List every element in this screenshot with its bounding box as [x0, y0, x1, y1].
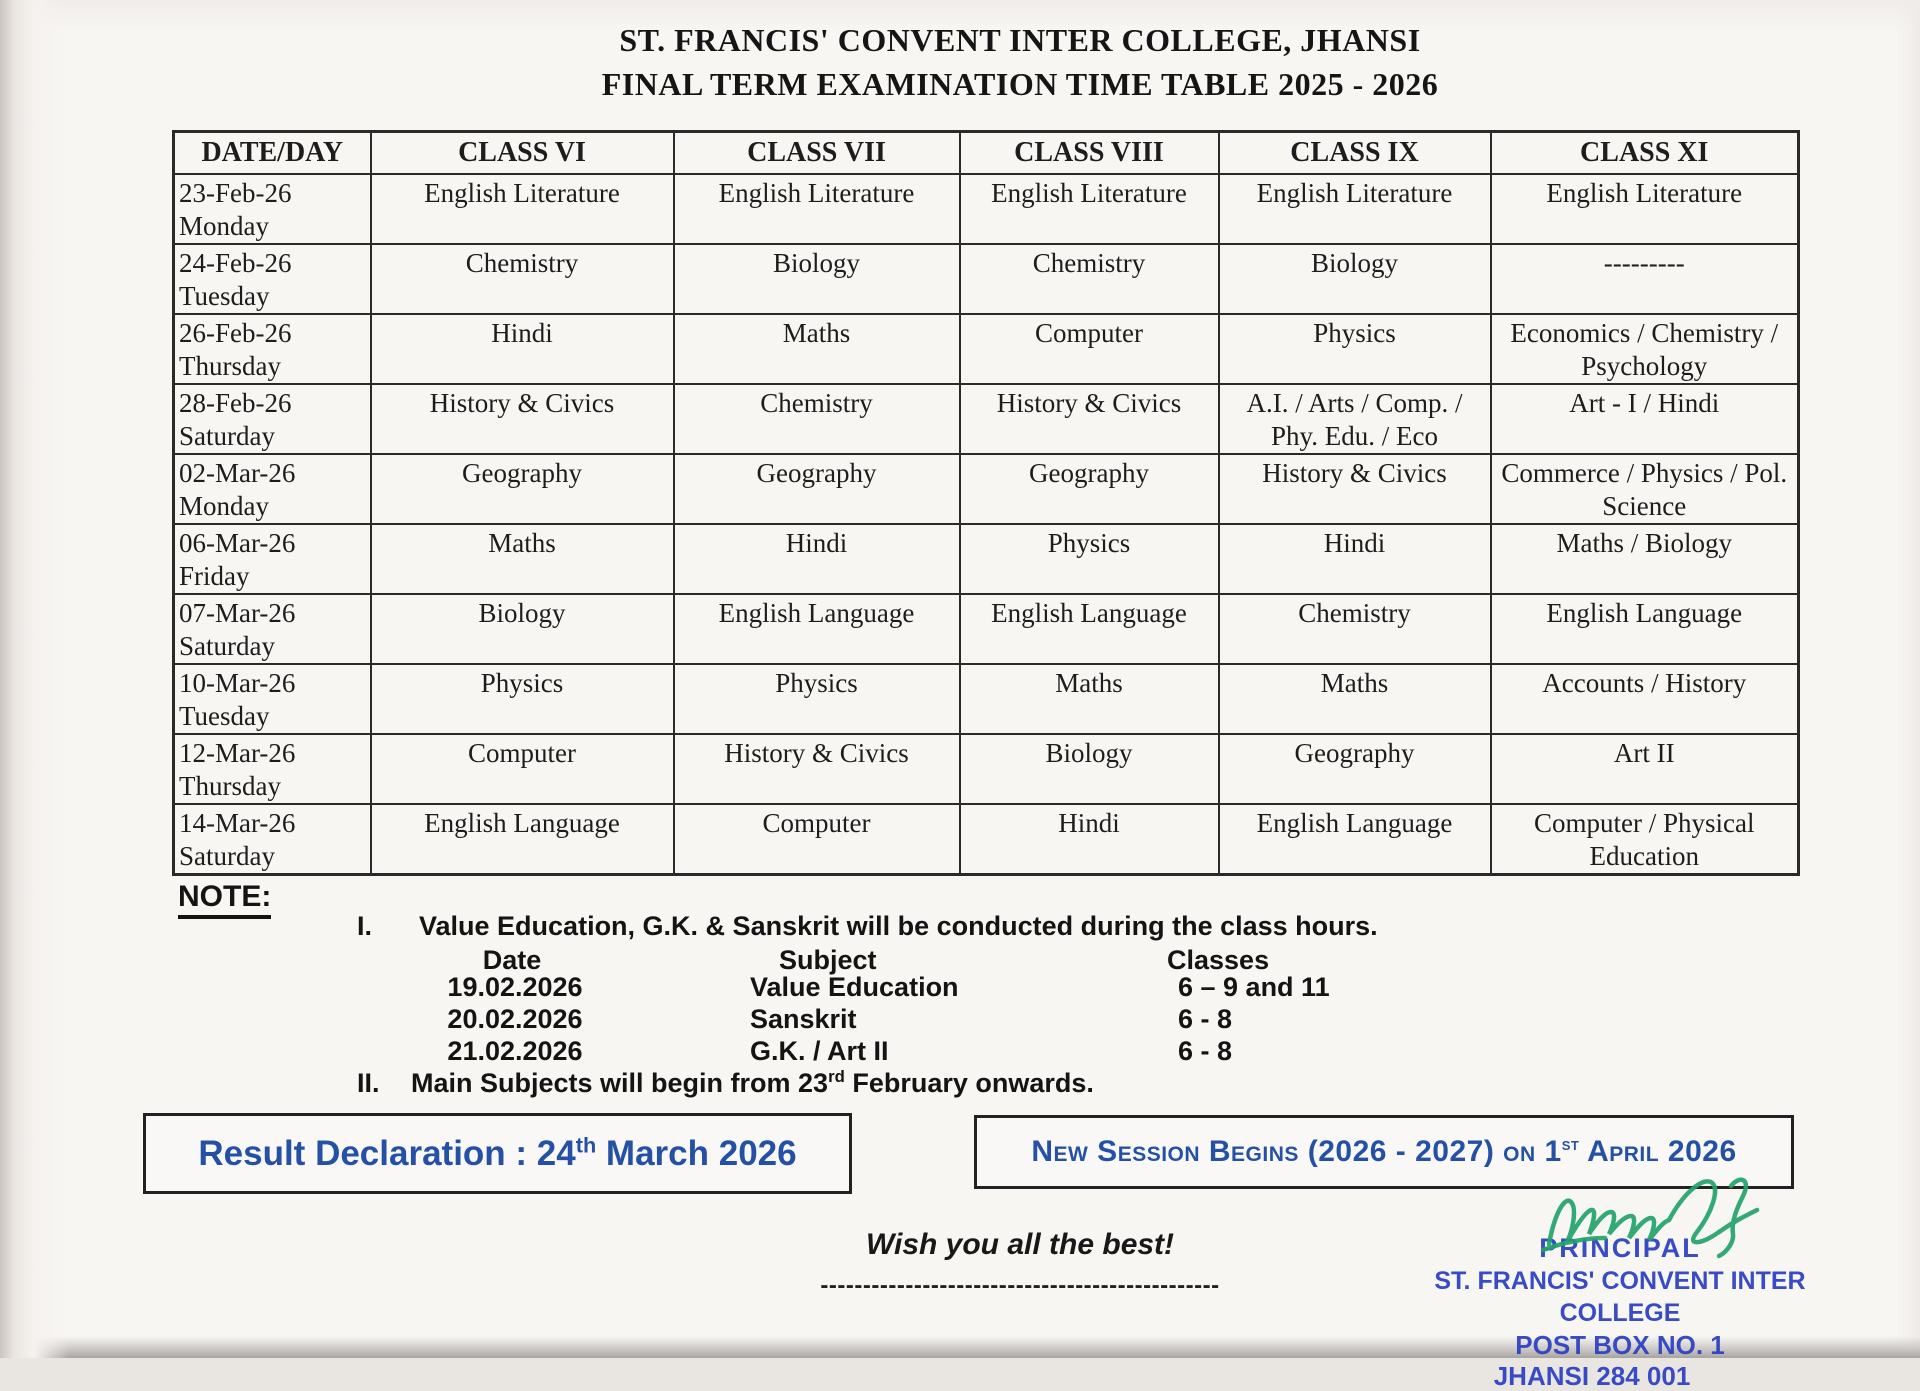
note-row-classes: 6 - 8 [1178, 1004, 1233, 1034]
subject-cell: Chemistry [371, 244, 674, 314]
column-header: CLASS VIII [960, 132, 1219, 175]
subject-cell: History & Civics [1219, 454, 1491, 524]
session-text-pre: New Session Begins (2026 - 2027) on 1 [1031, 1135, 1562, 1168]
subject-cell: Biology [674, 244, 960, 314]
stamp-principal: PRINCIPAL [1539, 1233, 1701, 1263]
subject-cell: Biology [960, 734, 1219, 804]
subject-cell: Hindi [960, 804, 1219, 875]
subject-cell: Art - I / Hindi [1491, 384, 1799, 454]
result-text-pre: Result Declaration : 24 [198, 1133, 576, 1173]
note-subtable-row [178, 1004, 1678, 1036]
exam-day: Monday [179, 211, 269, 241]
subject-cell: English Language [674, 594, 960, 664]
subject-cell: --------- [1491, 244, 1799, 314]
exam-day: Tuesday [179, 701, 270, 731]
subject-cell: English Language [1491, 594, 1799, 664]
subject-cell: Hindi [1219, 524, 1491, 594]
subject-cell: Computer [960, 314, 1219, 384]
exam-day: Thursday [179, 771, 281, 801]
column-header: CLASS IX [1219, 132, 1491, 175]
note-header-subject: Subject [779, 945, 877, 975]
subject-cell: Maths [1219, 664, 1491, 734]
subject-cell: Chemistry [674, 384, 960, 454]
exam-day: Monday [179, 491, 269, 521]
timetable-header-row [174, 132, 1799, 175]
subject-cell: English Language [371, 804, 674, 875]
session-text-post: April 2026 [1579, 1135, 1737, 1168]
timetable-row [174, 384, 1799, 454]
date-day-cell [174, 454, 371, 524]
subject-cell: Commerce / Physics / Pol. Science [1491, 454, 1799, 524]
timetable-row [174, 174, 1799, 244]
subject-cell: History & Civics [371, 384, 674, 454]
document-title [320, 18, 1720, 106]
exam-date: 07-Mar-26 [179, 598, 296, 628]
exam-day: Tuesday [179, 281, 270, 311]
column-header: CLASS VII [674, 132, 960, 175]
exam-date: 14-Mar-26 [179, 808, 296, 838]
exam-day: Saturday [179, 631, 275, 661]
date-day-cell [174, 594, 371, 664]
timetable-row [174, 524, 1799, 594]
subject-cell: Chemistry [960, 244, 1219, 314]
subject-cell: History & Civics [674, 734, 960, 804]
date-day-cell [174, 804, 371, 875]
stamp-school-name: ST. FRANCIS' CONVENT INTER COLLEGE [1434, 1267, 1806, 1327]
note-item-1-text: Value Education, G.K. & Sanskrit will be conducted during the class hours. [419, 911, 1378, 941]
note-row-date: 21.02.2026 [447, 1036, 583, 1066]
subject-cell: Computer [371, 734, 674, 804]
exam-date: 12-Mar-26 [179, 738, 296, 768]
exam-day: Thursday [179, 351, 281, 381]
subject-cell: English Literature [674, 174, 960, 244]
exam-date: 26-Feb-26 [179, 318, 292, 348]
subject-cell: English Literature [960, 174, 1219, 244]
exam-day: Friday [179, 561, 250, 591]
subject-cell: Economics / Chemistry / Psychology [1491, 314, 1799, 384]
exam-date: 02-Mar-26 [179, 458, 296, 488]
exam-date: 23-Feb-26 [179, 178, 292, 208]
subject-cell: Biology [1219, 244, 1491, 314]
subject-cell: Computer [674, 804, 960, 875]
timetable-row [174, 594, 1799, 664]
timetable-body [174, 174, 1799, 875]
result-text-post: March 2026 [596, 1133, 797, 1173]
subject-cell: Maths [674, 314, 960, 384]
note-section [178, 880, 1678, 1110]
subject-cell: Art II [1491, 734, 1799, 804]
column-header: DATE/DAY [174, 132, 371, 175]
date-day-cell [174, 734, 371, 804]
result-declaration-text [198, 1131, 797, 1174]
subject-cell: Accounts / History [1491, 664, 1799, 734]
note-row-classes: 6 – 9 and 11 [1178, 972, 1330, 1002]
note-subtable-row [178, 1036, 1678, 1068]
timetable-row [174, 734, 1799, 804]
subject-cell: Maths / Biology [1491, 524, 1799, 594]
subject-cell: History & Civics [960, 384, 1219, 454]
subject-cell: Physics [674, 664, 960, 734]
exam-date: 24-Feb-26 [179, 248, 292, 278]
stamp-post-box: POST BOX NO. 1 [1515, 1330, 1725, 1360]
exam-timetable [172, 130, 1800, 876]
date-day-cell [174, 314, 371, 384]
exam-date: 06-Mar-26 [179, 528, 296, 558]
timetable-row [174, 804, 1799, 875]
subject-cell: Physics [1219, 314, 1491, 384]
new-session-text [1031, 1135, 1736, 1169]
date-day-cell [174, 524, 371, 594]
note-row-subject: Value Education [750, 972, 959, 1002]
result-declaration-box [143, 1113, 852, 1194]
timetable-row [174, 664, 1799, 734]
date-day-cell [174, 174, 371, 244]
column-header: CLASS VI [371, 132, 674, 175]
subject-cell: A.I. / Arts / Comp. / Phy. Edu. / Eco [1219, 384, 1491, 454]
note-item-2 [357, 1068, 1094, 1099]
subject-cell: Geography [1219, 734, 1491, 804]
subject-cell: Maths [960, 664, 1219, 734]
note-item-2-ordinal-suffix: rd [828, 1067, 845, 1086]
stamp-city: JHANSI 284 001 [1493, 1361, 1691, 1391]
subject-cell: Computer / Physical Education [1491, 804, 1799, 875]
note-row-classes: 6 - 8 [1178, 1036, 1233, 1066]
school-name: ST. FRANCIS' CONVENT INTER COLLEGE, JHANSI [619, 22, 1421, 58]
timetable-row [174, 244, 1799, 314]
wish-message: Wish you all the best! [865, 1228, 1175, 1261]
dashed-separator: ----------------------------------------------- [820, 1272, 1220, 1299]
subject-cell: Chemistry [1219, 594, 1491, 664]
subject-cell: English Language [1219, 804, 1491, 875]
subject-cell: Geography [960, 454, 1219, 524]
note-item-1 [357, 911, 1378, 942]
exam-day: Saturday [179, 841, 275, 871]
note-row-subject: G.K. / Art II [750, 1036, 889, 1066]
subject-cell: Geography [371, 454, 674, 524]
exam-date: 28-Feb-26 [179, 388, 292, 418]
date-day-cell [174, 664, 371, 734]
timetable-row [174, 454, 1799, 524]
note-header-date: Date [482, 945, 542, 975]
date-day-cell [174, 244, 371, 314]
note-item-2-numeral: II. [357, 1068, 380, 1098]
subject-cell: Hindi [674, 524, 960, 594]
note-subtable-row [178, 972, 1678, 1004]
note-item-1-numeral: I. [357, 911, 373, 941]
result-ordinal-suffix: th [575, 1131, 597, 1157]
note-heading: NOTE: [178, 880, 271, 919]
subject-cell: Geography [674, 454, 960, 524]
session-ordinal-suffix: st [1561, 1133, 1580, 1154]
subject-cell: English Literature [1219, 174, 1491, 244]
column-header: CLASS XI [1491, 132, 1799, 175]
document-subtitle: FINAL TERM EXAMINATION TIME TABLE 2025 - 2026 [601, 66, 1439, 102]
subject-cell: Physics [371, 664, 674, 734]
subject-cell: Maths [371, 524, 674, 594]
principal-signature-icon [1535, 1172, 1775, 1272]
note-row-date: 19.02.2026 [447, 972, 583, 1002]
subject-cell: Hindi [371, 314, 674, 384]
timetable-row [174, 314, 1799, 384]
subject-cell: Biology [371, 594, 674, 664]
note-row-subject: Sanskrit [750, 1004, 857, 1034]
subject-cell: Physics [960, 524, 1219, 594]
date-day-cell [174, 384, 371, 454]
subject-cell: English Literature [371, 174, 674, 244]
exam-day: Saturday [179, 421, 275, 451]
subject-cell: English Language [960, 594, 1219, 664]
note-row-date: 20.02.2026 [447, 1004, 583, 1034]
note-item-2-text: Main Subjects will begin from 23 [411, 1068, 829, 1098]
note-subtable-rows [178, 972, 1678, 1068]
exam-date: 10-Mar-26 [179, 668, 296, 698]
note-item-2-text-end: February onwards. [844, 1068, 1094, 1098]
note-header-classes: Classes [1167, 945, 1270, 975]
subject-cell: English Literature [1491, 174, 1799, 244]
